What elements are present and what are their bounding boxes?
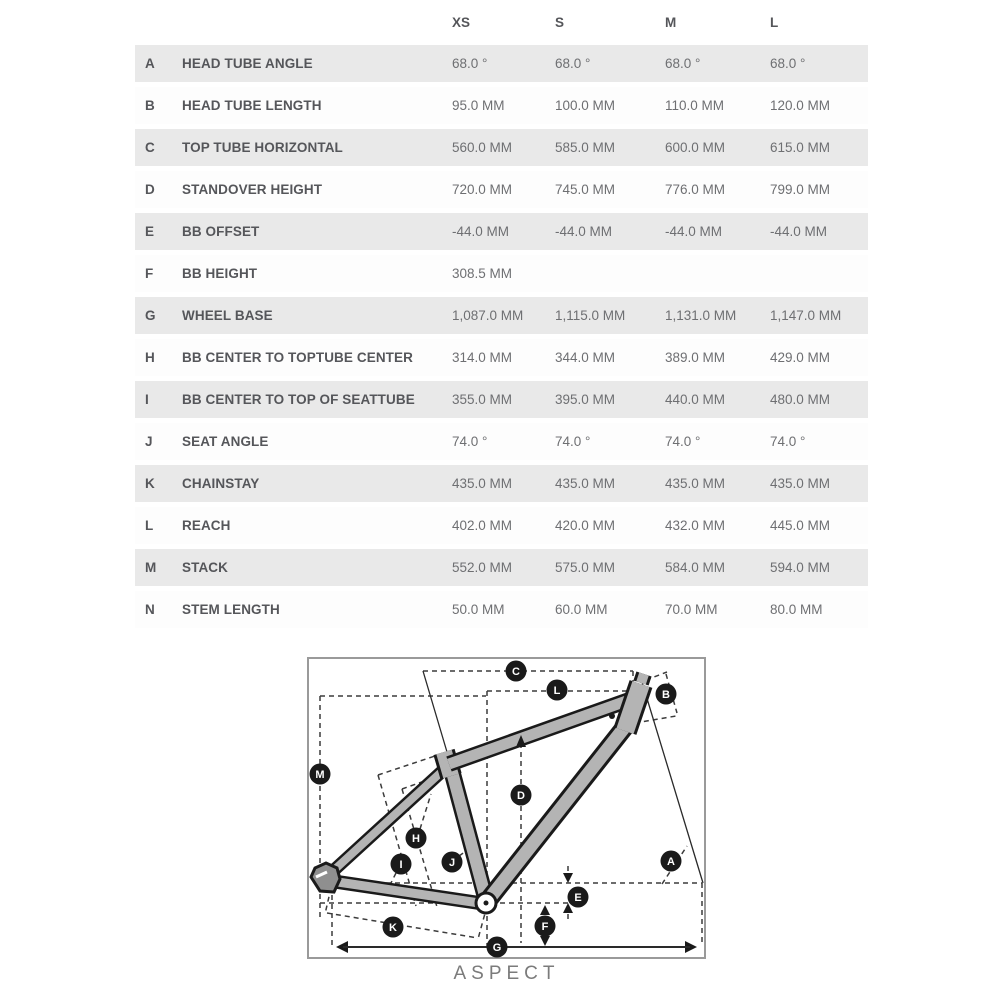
row-value-l: 1,147.0 MM [770, 308, 842, 323]
table-row [135, 507, 868, 544]
svg-text:B: B [662, 689, 670, 701]
svg-text:M: M [315, 769, 325, 781]
row-value-s: 575.0 MM [555, 560, 616, 575]
row-label: BB OFFSET [182, 224, 260, 239]
row-value-s: 395.0 MM [555, 392, 616, 407]
svg-text:I: I [399, 859, 403, 871]
row-value-m: 776.0 MM [665, 182, 726, 197]
row-letter: L [145, 518, 154, 533]
row-letter: N [145, 602, 155, 617]
row-label: REACH [182, 518, 231, 533]
row-label: CHAINSTAY [182, 476, 260, 491]
table-row [135, 549, 868, 586]
row-value-l: 429.0 MM [770, 350, 831, 365]
svg-text:L: L [553, 685, 561, 697]
table-row [135, 213, 868, 250]
row-value-xs: 68.0 ° [452, 56, 488, 71]
row-value-xs: 314.0 MM [452, 350, 513, 365]
row-value-xs: 720.0 MM [452, 182, 513, 197]
row-letter: K [145, 476, 155, 491]
row-label: WHEEL BASE [182, 308, 273, 323]
row-value-m: -44.0 MM [665, 224, 723, 239]
row-value-s: 745.0 MM [555, 182, 616, 197]
row-value-m: 600.0 MM [665, 140, 726, 155]
column-header-l: L [770, 15, 779, 30]
marker-l [547, 680, 568, 701]
row-value-s: 344.0 MM [555, 350, 616, 365]
row-letter: E [145, 224, 155, 239]
svg-text:H: H [412, 833, 420, 845]
svg-text:D: D [517, 790, 525, 802]
row-letter: A [145, 56, 155, 71]
table-row [135, 591, 868, 628]
row-value-xs: 402.0 MM [452, 518, 513, 533]
column-header-s: S [555, 15, 565, 30]
row-letter: M [145, 560, 157, 575]
row-label: SEAT ANGLE [182, 434, 269, 449]
row-letter: I [145, 392, 149, 407]
svg-text:J: J [448, 857, 456, 869]
row-letter: G [145, 308, 156, 323]
row-value-l: 594.0 MM [770, 560, 831, 575]
marker-a [661, 851, 682, 872]
row-letter: B [145, 98, 155, 113]
row-value-l: 615.0 MM [770, 140, 831, 155]
marker-e [568, 887, 589, 908]
row-value-xs: 355.0 MM [452, 392, 513, 407]
row-value-xs: 74.0 ° [452, 434, 488, 449]
row-value-s: 68.0 ° [555, 56, 591, 71]
row-value-l: 74.0 ° [770, 434, 806, 449]
svg-text:G: G [492, 942, 502, 954]
frame-geometry-diagram [295, 650, 715, 995]
row-letter: H [145, 350, 155, 365]
row-letter: D [145, 182, 155, 197]
row-value-s: 420.0 MM [555, 518, 616, 533]
row-letter: F [145, 266, 154, 281]
row-value-l: 445.0 MM [770, 518, 831, 533]
row-value-m: 68.0 ° [665, 56, 701, 71]
table-row [135, 255, 868, 292]
row-value-m: 432.0 MM [665, 518, 726, 533]
marker-j [442, 852, 463, 873]
rear-dropout [311, 863, 340, 892]
table-row [135, 297, 868, 334]
row-value-s: -44.0 MM [555, 224, 613, 239]
row-value-s: 60.0 MM [555, 602, 608, 617]
column-header-xs: XS [452, 15, 471, 30]
model-name-caption: ASPECT [453, 963, 560, 984]
row-value-l: 68.0 ° [770, 56, 806, 71]
row-label: STACK [182, 560, 228, 575]
marker-f [535, 916, 556, 937]
row-value-l: 799.0 MM [770, 182, 831, 197]
row-value-xs: 50.0 MM [452, 602, 505, 617]
table-row [135, 465, 868, 502]
marker-b [656, 684, 677, 705]
marker-c [506, 661, 527, 682]
row-value-xs: 95.0 MM [452, 98, 505, 113]
row-value-s: 435.0 MM [555, 476, 616, 491]
table-row [135, 171, 868, 208]
bike-frame [311, 674, 644, 913]
marker-g [487, 937, 508, 958]
row-label: HEAD TUBE LENGTH [182, 98, 322, 113]
row-value-l: 480.0 MM [770, 392, 831, 407]
row-value-s: 1,115.0 MM [555, 308, 626, 323]
marker-d [511, 785, 532, 806]
table-row [135, 339, 868, 376]
svg-text:C: C [512, 666, 520, 678]
row-label: TOP TUBE HORIZONTAL [182, 140, 343, 155]
marker-k [383, 917, 404, 938]
row-value-m: 435.0 MM [665, 476, 726, 491]
row-value-xs: 435.0 MM [452, 476, 513, 491]
row-label: BB CENTER TO TOP OF SEATTUBE [182, 392, 415, 407]
row-value-s: 100.0 MM [555, 98, 616, 113]
row-label: STEM LENGTH [182, 602, 280, 617]
marker-m [310, 764, 331, 785]
row-value-m: 584.0 MM [665, 560, 726, 575]
row-value-xs: 560.0 MM [452, 140, 513, 155]
row-label: STANDOVER HEIGHT [182, 182, 323, 197]
row-value-l: 435.0 MM [770, 476, 831, 491]
table-row [135, 381, 868, 418]
marker-i [391, 854, 412, 875]
svg-text:A: A [667, 856, 675, 868]
row-value-l: -44.0 MM [770, 224, 828, 239]
geometry-table [135, 0, 868, 633]
measurement-guides [320, 671, 702, 946]
row-value-m: 110.0 MM [665, 98, 725, 113]
row-label: HEAD TUBE ANGLE [182, 56, 313, 71]
row-label: BB HEIGHT [182, 266, 258, 281]
row-value-xs: 552.0 MM [452, 560, 513, 575]
row-value-m: 440.0 MM [665, 392, 726, 407]
table-row [135, 45, 868, 82]
svg-text:K: K [389, 922, 397, 934]
row-value-xs: 308.5 MM [452, 266, 513, 281]
table-header-row [135, 0, 868, 45]
table-row [135, 129, 868, 166]
table-row [135, 423, 868, 460]
row-value-m: 70.0 MM [665, 602, 718, 617]
row-value-l: 120.0 MM [770, 98, 831, 113]
column-header-m: M [665, 15, 677, 30]
row-letter: C [145, 140, 155, 155]
marker-h [406, 828, 427, 849]
row-value-l: 80.0 MM [770, 602, 823, 617]
row-value-s: 585.0 MM [555, 140, 616, 155]
row-value-m: 1,131.0 MM [665, 308, 737, 323]
row-label: BB CENTER TO TOPTUBE CENTER [182, 350, 413, 365]
table-row [135, 87, 868, 124]
row-letter: J [145, 434, 153, 449]
row-value-m: 74.0 ° [665, 434, 701, 449]
row-value-s: 74.0 ° [555, 434, 591, 449]
row-value-m: 389.0 MM [665, 350, 726, 365]
svg-text:E: E [574, 892, 582, 904]
svg-text:F: F [541, 921, 549, 933]
row-value-xs: 1,087.0 MM [452, 308, 524, 323]
row-value-xs: -44.0 MM [452, 224, 510, 239]
